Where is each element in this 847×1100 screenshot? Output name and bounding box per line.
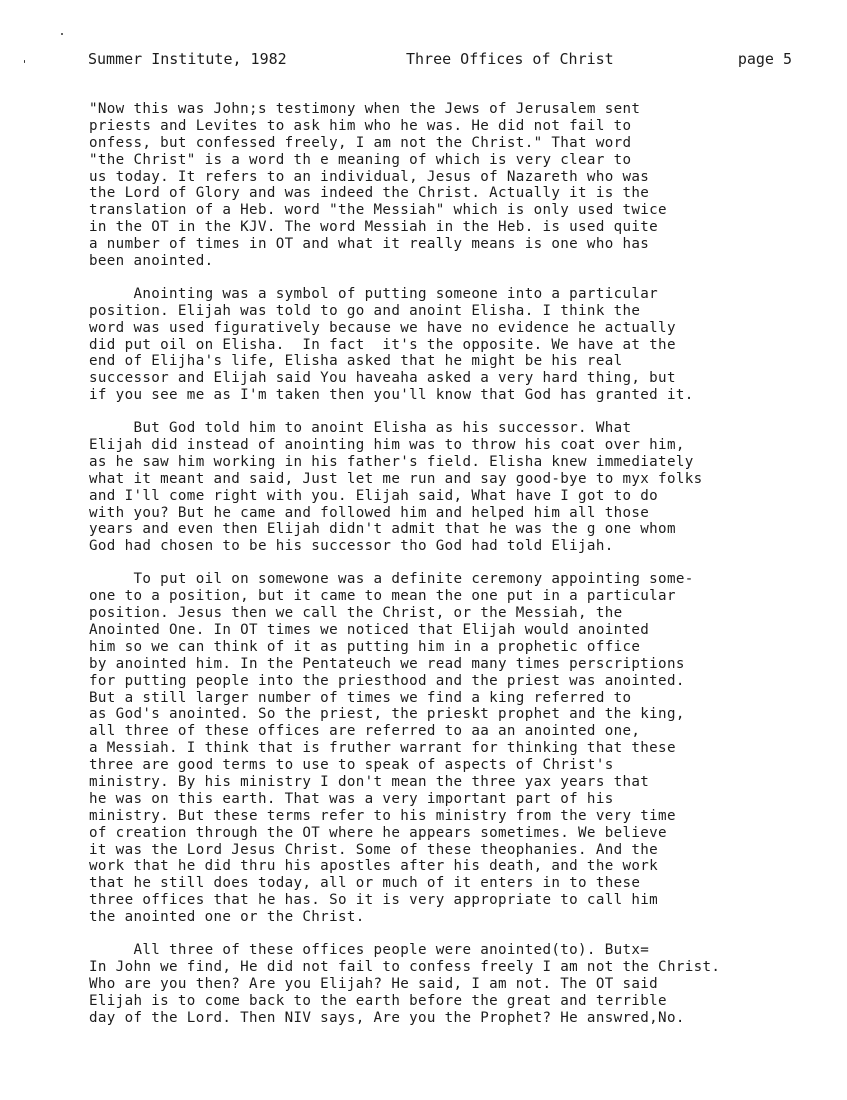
text-line: of creation through the OT where he appears sometimes. We believe — [89, 824, 667, 841]
text-line: work that he did thru his apostles after his death, and the work — [89, 858, 659, 875]
text-line: if you see me as I'm taken then you'll know that God has granted it. — [89, 387, 694, 404]
text-line: Elijah did instead of anointing him was to throw his coat over him, — [89, 437, 685, 454]
text-line: word was used figuratively because we have no evidence he actually — [89, 319, 676, 336]
text-line: been anointed. — [89, 253, 214, 270]
text-line: three offices that he has. So it is very appropriate to call him — [89, 892, 659, 909]
text-line: Anointing was a symbol of putting someone into a particular — [89, 285, 659, 302]
text-line: years and even then Elijah didn't admit that he was the g one whom — [89, 521, 676, 538]
text-line: he was on this earth. That was a very important part of his — [89, 790, 614, 807]
header-institute: Summer Institute, 1982 — [88, 50, 287, 68]
text-line: successor and Elijah said You haveaha asked a very hard thing, but — [89, 370, 676, 387]
text-line: Who are you then? Are you Elijah? He said, I am not. The OT said — [89, 975, 659, 992]
text-line: "Now this was John;s testimony when the Jews of Jerusalem sent — [89, 101, 641, 117]
text-line: one to a position, but it came to mean the one put in a particular — [89, 588, 676, 605]
paragraph — [89, 942, 829, 1026]
text-line: for putting people into the priesthood and the priest was anointed. — [89, 672, 685, 689]
text-line: the Lord of Glory and was indeed the Christ. Actually it is the — [89, 185, 650, 202]
paragraph — [89, 101, 829, 270]
text-line: it was the Lord Jesus Christ. Some of these theophanies. And the — [89, 841, 659, 858]
text-line: him so we can think of it as putting him in a prophetic office — [89, 638, 641, 655]
header-page-number: page 5 — [737, 50, 792, 68]
text-line: ministry. By his ministry I don't mean the three yax years that — [89, 773, 650, 790]
text-line: position. Jesus then we call the Christ, or the Messiah, the — [89, 605, 623, 622]
paragraph — [89, 571, 829, 926]
text-line: us today. It refers to an individual, Jesus of Nazareth who was — [89, 168, 650, 185]
text-line: the anointed one or the Christ. — [89, 909, 365, 926]
paper-speck — [61, 33, 63, 35]
text-line: priests and Levites to ask him who he was. He did not fail to — [89, 117, 632, 134]
text-line: as God's anointed. So the priest, the prieskt prophet and the king, — [89, 706, 685, 723]
text-line: But a still larger number of times we find a king referred to — [89, 689, 632, 706]
text-line: In John we find, He did not fail to confess freely I am not the Christ. — [89, 958, 721, 975]
text-line: translation of a Heb. word "the Messiah" which is only used twice — [89, 202, 667, 219]
text-line: "the Christ" is a word th e meaning of which is very clear to — [89, 151, 632, 168]
text-line: day of the Lord. Then NIV says, Are you the Prophet? He answred,No. — [89, 1009, 685, 1026]
text-line: with you? But he came and followed him and helped him all those — [89, 504, 650, 521]
text-line: did put oil on Elisha. In fact it's the opposite. We have at the — [89, 336, 676, 353]
text-line: as he saw him working in his father's field. Elisha knew immediately — [89, 453, 694, 470]
paragraph — [89, 286, 829, 404]
text-line: To put oil on somewone was a definite ceremony appointing some- — [89, 571, 694, 588]
text-line: by anointed him. In the Pentateuch we read many times perscriptions — [89, 655, 685, 672]
text-line: Anointed One. In OT times we noticed that Elijah would anointed — [89, 621, 650, 638]
text-line: onfess, but confessed freely, I am not the Christ." That word — [89, 134, 632, 151]
text-line: that he still does today, all or much of it enters in to these — [89, 875, 641, 892]
text-line: and I'll come right with you. Elijah said, What have I got to do — [89, 487, 659, 504]
text-line: God had chosen to be his successor tho God had told Elijah. — [89, 538, 614, 555]
document-body — [89, 101, 829, 1042]
text-line: all three of these offices are referred to aa an anointed one, — [89, 723, 641, 740]
page-header — [88, 49, 792, 69]
header-title: Three Offices of Christ — [406, 50, 614, 68]
text-line: ministry. But these terms refer to his ministry from the very time — [89, 807, 676, 824]
text-line: what it meant and said, Just let me run and say good-bye to myx folks — [89, 470, 703, 487]
paragraph — [89, 420, 829, 555]
text-line: All three of these offices people were anointed(to). Butx= — [89, 941, 650, 958]
text-line: a Messiah. I think that is fruther warrant for thinking that these — [89, 740, 676, 757]
text-line: But God told him to anoint Elisha as his successor. What — [89, 420, 632, 437]
text-line: end of Elijha's life, Elisha asked that he might be his real — [89, 353, 623, 370]
text-line: three are good terms to use to speak of aspects of Christ's — [89, 757, 614, 774]
text-line: position. Elijah was told to go and anoint Elisha. I think the — [89, 302, 641, 319]
paper-speck — [24, 60, 25, 63]
text-line: in the OT in the KJV. The word Messiah in the Heb. is used quite — [89, 219, 659, 236]
text-line: a number of times in OT and what it really means is one who has — [89, 236, 650, 253]
text-line: Elijah is to come back to the earth before the great and terrible — [89, 992, 667, 1009]
